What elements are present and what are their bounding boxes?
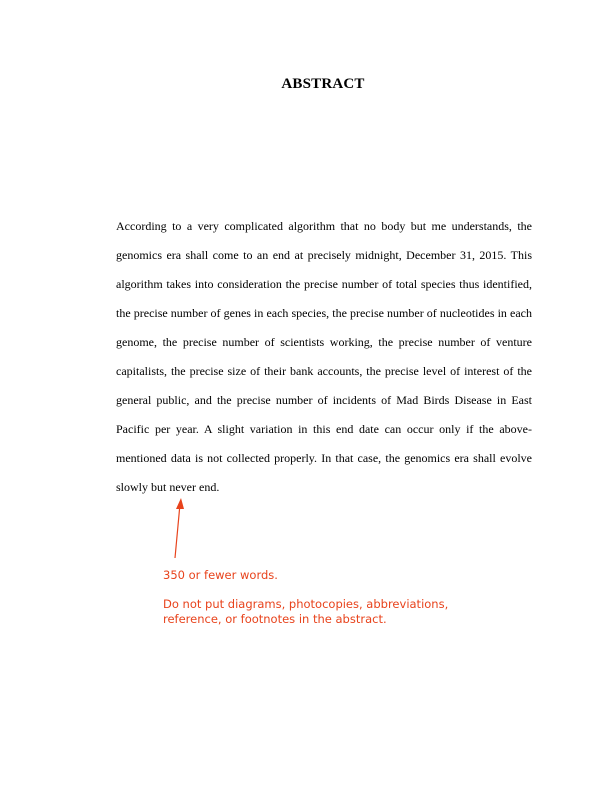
- abstract-body-text: According to a very complicated algorithm that no body but me understands, the genomics era shall come to an end at precisely midnight, December 31, 2015. This algorithm takes into consideration the precise number of total species thus identified, the precise number of genes in each species, the precise number of nucleotides in each genome, the precise number of scientists working, the precise number of venture capitalists, the precise size of their bank accounts, the precise level of interest of the general public, and the precise number of incidents of Mad Birds Disease in East Pacific per year. A slight variation in this end date can occur only if the above-mentioned data is not collected properly. In that case, the genomics era shall evolve slowly but never end.: [116, 219, 532, 494]
- abstract-rules-line-2: reference, or footnotes in the abstract.: [163, 612, 387, 626]
- abstract-rules-line-1: Do not put diagrams, photocopies, abbreviations,: [163, 597, 449, 611]
- annotation-arrow-icon: [160, 490, 200, 570]
- word-limit-note: 350 or fewer words.: [163, 568, 278, 582]
- abstract-title: ABSTRACT: [281, 76, 365, 92]
- abstract-rules-note: [163, 597, 448, 627]
